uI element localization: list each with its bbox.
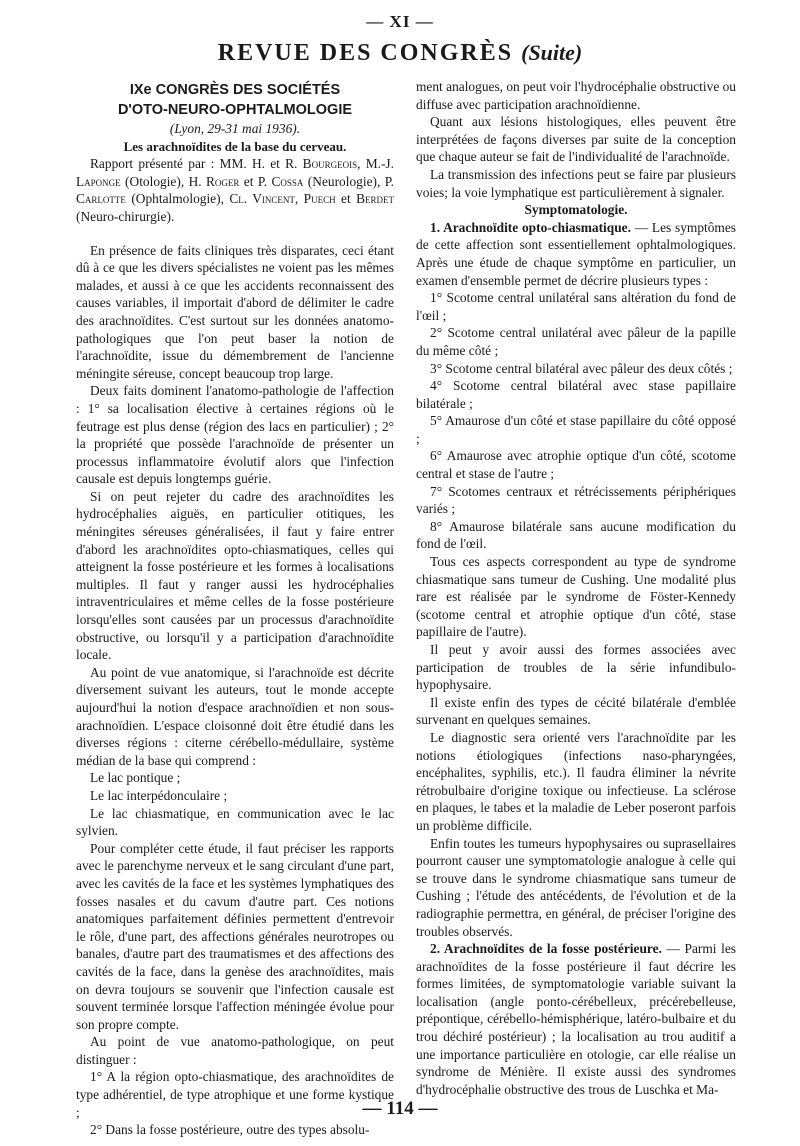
author-suffix: (Neurologie), xyxy=(303,173,385,189)
paragraph: Deux faits dominent l'anatomo-pathologie de l'affection : 1° sa localisation élective à certaines régions où le feutrage est plus dense (région des lacs en particulier) ; 2° la propriété que possède l'arachnoïde de présenter un processus inflammatoire évolutif alors que l'infection causale est depuis longtemps guérie. xyxy=(76,383,394,487)
paragraph: 2° Dans la fosse postérieure, outre des types absolu- xyxy=(90,1122,370,1138)
conference-title-line-1: IXe CONGRÈS DES SOCIÉTÉS xyxy=(129,82,341,98)
list-item: Le lac chiasmatique, en communication avec le lac sylvien. xyxy=(76,805,394,839)
list-item: Le lac pontique ; xyxy=(90,770,181,786)
authors-prefix: Rapport présenté par : MM. H. et R. xyxy=(90,156,303,172)
list-item: 6° Amaurose avec atrophie optique d'un côté, scotome central et stase de l'autre ; xyxy=(416,448,736,482)
paragraph: Quant aux lésions histologiques, elles peuvent être interprétées de façons diverses par suite de la conception que chaque auteur se fait de l'individualité de l'arachnoïde. xyxy=(416,114,736,165)
paragraph: Pour compléter cette étude, il faut préciser les rapports avec le parenchyme nerveux et le sang circulant d'une part, avec les cavités de la face et les systèmes lymphatiques des fosses nasales et du cavum d'autre part. Ces notions anatomiques parfaitement définies permettent d'entrevoir le rôle, d'une part, des affections générales neurotropes ou banales, d'autre part des traumatismes et des affections des cavités de la face, dans la genèse des arachnoïdites, mais on devra toujours se souvenir que l'infection causale est souvent terminée lorsque l'affection méningée évolue pour son propre compte. xyxy=(76,840,394,1032)
author-name: Cl. Vincent xyxy=(229,191,295,207)
author-name: P. Carlotte xyxy=(76,173,395,207)
journal-title: REVUE DES CONGRÈS xyxy=(217,40,514,66)
paragraph: ment analogues, on peut voir l'hydrocéphalie obstructive ou diffuse avec participation arachnoïdienne. xyxy=(416,79,736,112)
paragraph: Si on peut rejeter du cadre des arachnoïdites les hydrocéphalies aiguës, en particulier otitiques, les méningites séreuses généralisées, il faut y faire entrer d'abord les arachnoïdites opto-chiasmatiques, celles qui atteignent la fosse postérieure et les formes à localisations multiples. Il faut y ranger aussi les hydrocéphalies intraventriculaires et même celles de la fosse postérieure lorsqu'elles sont causées par un processus d'arachnoïdite obstructive, ou lorsqu'il y a participation d'arachnoïdite locale. xyxy=(76,488,394,663)
running-title xyxy=(0,40,800,67)
author-name: H. Roger xyxy=(188,173,240,189)
list-item: 1° Scotome central unilatéral sans altération du fond de l'œil ; xyxy=(416,290,736,323)
list-item: 8° Amaurose bilatérale sans aucune modification du fond de l'œil. xyxy=(416,518,736,552)
list-item: 2° Scotome central unilatéral avec pâleur de la papille du même côté ; xyxy=(416,325,736,358)
paragraph: Au point de vue anatomo-pathologique, on peut distinguer : xyxy=(76,1034,394,1067)
paragraph: 1° A la région opto-chiasmatique, des arachnoïdites de type adhérentiel, de type atrophique et une forme kystique ; xyxy=(76,1069,394,1120)
subsection-paragraph xyxy=(416,219,736,289)
list-item: 7° Scotomes centraux et rétrécissements périphériques variés ; xyxy=(416,483,736,517)
author-suffix: (Otologie), xyxy=(120,173,189,189)
author-suffix: , xyxy=(294,191,304,207)
author-name: M.-J. Laponge xyxy=(76,156,394,189)
author-name: Berdet xyxy=(356,191,395,207)
section-heading: Symptomatologie. xyxy=(524,202,628,218)
folio-roman: — XI — xyxy=(366,12,434,31)
conference-title-line-2: D'OTO-NEURO-OPHTALMOLOGIE xyxy=(117,102,353,118)
report-topic: Les arachnoïdites de la base du cerveau. xyxy=(123,138,347,154)
list-item: 3° Scotome central bilatéral avec pâleur des deux côtés ; xyxy=(430,360,733,376)
paragraph: Il peut y avoir aussi des formes associées avec participation de troubles de la série infundibulo-hypophysaire. xyxy=(416,642,736,693)
paragraph: La transmission des infections peut se faire par plusieurs voies; la voie lymphatique est particulièrement à signaler. xyxy=(416,166,736,200)
paragraph: Tous ces aspects correspondent au type de syndrome chiasmatique sans tumeur de Cushing. Une modalité plus rare est réalisée par le syndrome de Föster-Kennedy (scotome central et atrophie optique d'un côté, stase papillaire de l'autre). xyxy=(416,554,736,640)
subsection-paragraph xyxy=(416,940,736,1098)
author-name: Puech xyxy=(303,191,336,207)
paragraph: En présence de faits cliniques très disparates, ceci étant dû à ce que les divers spécialistes ne voient pas les mêmes malades, et aussi à ce que les accidents reconnaissent des causes variables, il importait d'abord de délimiter le cadre des arachnoïdites. C'est surtout sur les données anatomo-pathologiques que l'on peut baser la notion de l'arachnoïdite, issue du démembrement de l'ancienne méningite séreuse, concept beaucoup trop large. xyxy=(76,242,394,381)
title-suite: (Suite) xyxy=(521,40,583,65)
author-suffix: et xyxy=(335,191,357,207)
paragraph: Le diagnostic sera orienté vers l'arachnoïdite par les notions étiologiques (infections naso-pharyngées, encéphalites, syphilis, etc.). Il faudra éliminer la névrite rétrobulbaire d'origine toxique ou infectieuse. La sclérose en plaques, le tabes et la maladie de Leber poseront parfois un problème difficile. xyxy=(416,729,736,833)
conference-date: (Lyon, 29-31 mai 1936). xyxy=(169,121,301,136)
page-number: — 114 — xyxy=(362,1098,438,1119)
list-item: 5° Amaurose d'un côté et stase papillaire du côté opposé ; xyxy=(416,413,736,446)
subsection-text: — Les symptômes de cette affection sont essentiellement ophtalmologiques. Après une étude de chaque symptôme en particulier, un examen d'ensemble permet de décrire plusieurs types : xyxy=(416,219,736,288)
authors-line xyxy=(76,155,394,225)
left-column xyxy=(76,78,394,1139)
paragraph: Il existe enfin des types de cécité bilatérale d'emblée survenant en quelques semaines. xyxy=(416,694,736,728)
subsection-text: — Parmi les arachnoïdites de la fosse postérieure il faut décrire les formes limitées, de symptomatologie variable suivant la localisation (angle ponto-cérébelleux, précérebelleuse, prépontique, cérébello-hémisphérique, latéro-bulbaire et du trou déchiré postérieur) ; la localisation au trou auditif a une importance particulière en otologie, car elle réalise un syndrome de Ménière. Il existe aussi des syndromes d'hydrocéphalie obstructive des trous de Luschka et Ma- xyxy=(416,941,737,1097)
subsection-heading: 1. Arachnoïdite opto-chiasmatique. xyxy=(430,219,631,235)
subsection-heading: 2. Arachnoïdites de la fosse postérieure. xyxy=(430,941,662,957)
author-suffix: , xyxy=(357,156,361,172)
list-item: 4° Scotome central bilatéral avec stase papillaire bilatérale ; xyxy=(416,378,736,411)
author-suffix: et xyxy=(239,173,258,189)
author-suffix: (Ophtalmologie), xyxy=(125,191,230,207)
paragraph: Enfin toutes les tumeurs hypophysaires ou suprasellaires pourront causer une symptomatologie analogue à celle qui se trouve dans le syndrome chiasmatique sans tumeur de Cushing ; l'étude des antécédents, de l'évolution et de la radiographie permettra, en général, de préciser l'origine des troubles observés. xyxy=(416,835,736,939)
list-item: Le lac interpédonculaire ; xyxy=(90,787,228,803)
conference-title xyxy=(76,80,394,120)
right-column xyxy=(416,78,736,1098)
author-name: P. Cossa xyxy=(257,173,304,189)
paragraph: Au point de vue anatomique, si l'arachnoïde est décrite diversement suivant les auteurs, tout le monde accepte aujourd'hui la notion d'espace arachnoïdien et non sous-arachnoïdien. L'espace cloisonné doit être étudié dans les diverses régions : citerne cérébello-médullaire, système médian de la base qui comprend : xyxy=(76,664,394,768)
author-suffix: (Neuro-chirurgie). xyxy=(76,208,175,224)
author-name: Bourgeois xyxy=(302,156,358,172)
